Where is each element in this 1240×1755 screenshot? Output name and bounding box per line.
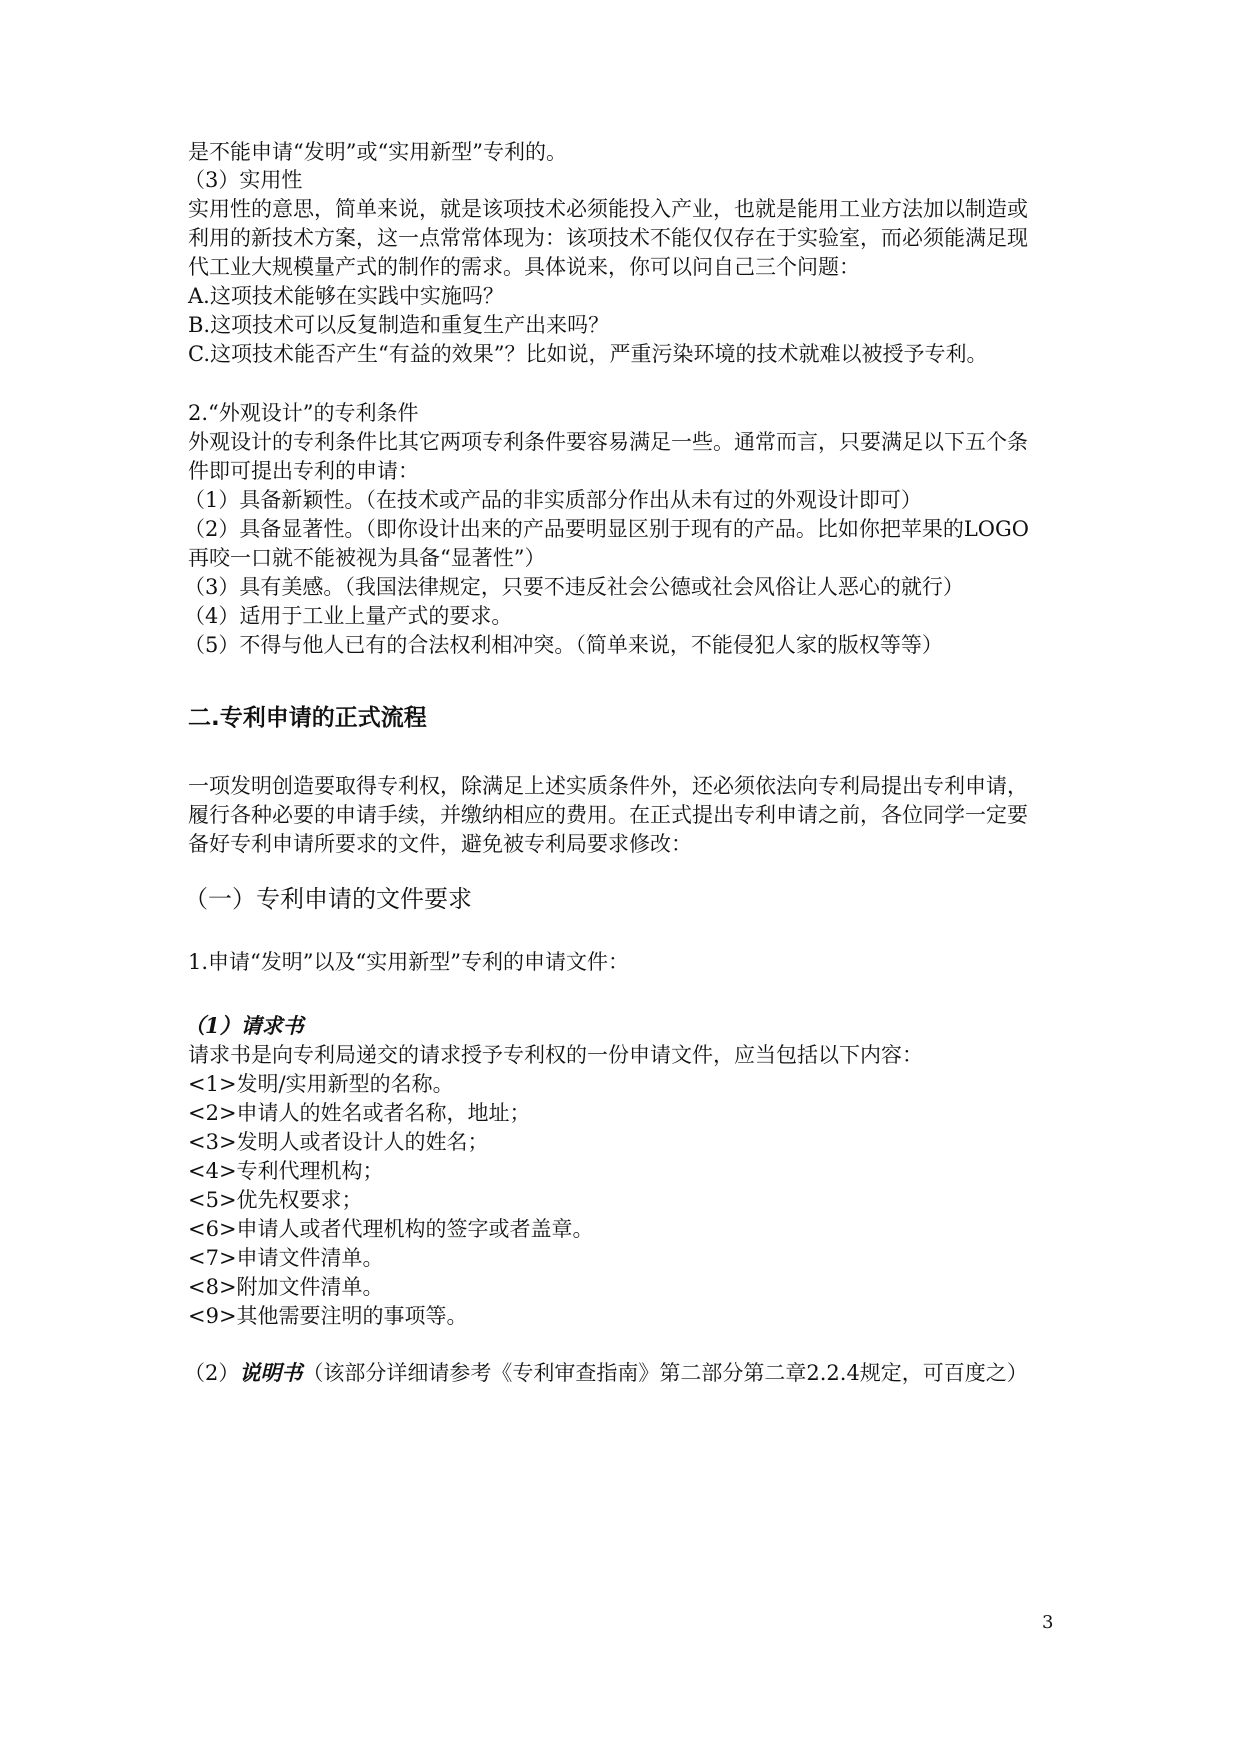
text-line: B.这项技术可以反复制造和重复生产出来吗？ (188, 313, 610, 337)
text-line: （1）具备新颖性。（在技术或产品的非实质部分作出从未有过的外观设计即可） (184, 488, 922, 512)
text-line: 外观设计的专利条件比其它两项专利条件要容易满足一些。通常而言，只要满足以下五个条 (188, 430, 1028, 454)
subheading: （一）专利申请的文件要求 (184, 885, 472, 913)
spec-prefix: （2） (184, 1361, 240, 1385)
list-item: <8>附加文件清单。 (188, 1275, 384, 1299)
request-intro: 请求书是向专利局递交的请求授予专利权的一份申请文件，应当包括以下内容： (188, 1043, 923, 1067)
list-item: <2>申请人的姓名或者名称，地址； (188, 1101, 531, 1125)
list-item: <3>发明人或者设计人的姓名； (188, 1130, 489, 1154)
spec-note: （该部分详细请参考《专利审查指南》第二部分第二章2.2.4规定，可百度之） (302, 1361, 1028, 1385)
text-line: 一项发明创造要取得专利权，除满足上述实质条件外，还必须依法向专利局提出专利申请， (188, 774, 1028, 798)
item-heading: 1.申请“发明”以及“实用新型”专利的申请文件： (188, 950, 629, 974)
list-item: <9>其他需要注明的事项等。 (188, 1304, 468, 1328)
list-item: <6>申请人或者代理机构的签字或者盖章。 (188, 1217, 594, 1241)
text-line: （2）具备显著性。（即你设计出来的产品要明显区别于现有的产品。比如你把苹果的LOGO (184, 517, 1030, 541)
text-line: 履行各种必要的申请手续，并缴纳相应的费用。在正式提出专利申请之前，各位同学一定要 (188, 803, 1028, 827)
text-line: （3）具有美感。（我国法律规定，只要不违反社会公德或社会风俗让人恶心的就行） (184, 575, 964, 599)
page-number: 3 (1042, 1612, 1054, 1633)
text-line: （5）不得与他人已有的合法权利相冲突。（简单来说，不能侵犯人家的版权等等） (184, 633, 943, 657)
text-line: A.这项技术能够在实践中实施吗？ (188, 284, 504, 308)
text-line: C.这项技术能否产生“有益的效果”？比如说，严重污染环境的技术就难以被授予专利。 (188, 342, 988, 366)
section-heading: 二.专利申请的正式流程 (188, 705, 427, 731)
request-title: （1）请求书 (184, 1013, 304, 1038)
text-line: 2.“外观设计”的专利条件 (188, 401, 419, 425)
list-item: <7>申请文件清单。 (188, 1246, 384, 1270)
text-line: 实用性的意思，简单来说，就是该项技术必须能投入产业，也就是能用工业方法加以制造或 (188, 197, 1028, 221)
list-item: <4>专利代理机构； (188, 1159, 384, 1183)
list-item: <1>发明/实用新型的名称。 (188, 1072, 454, 1096)
text-line: 件即可提出专利的申请： (188, 459, 419, 483)
spec-line (184, 1358, 1028, 1388)
spec-title: 说明书 (239, 1360, 303, 1385)
text-line: 备好专利申请所要求的文件，避免被专利局要求修改： (188, 832, 692, 856)
text-line: 利用的新技术方案，这一点常常体现为：该项技术不能仅仅存在于实验室，而必须能满足现 (188, 226, 1028, 250)
text-line: 代工业大规模量产式的制作的需求。具体说来，你可以问自己三个问题： (188, 255, 860, 279)
text-line: 是不能申请“发明”或“实用新型”专利的。 (188, 140, 567, 164)
text-line: （3）实用性 (184, 168, 303, 192)
list-item: <5>优先权要求； (188, 1188, 363, 1212)
text-line: （4）适用于工业上量产式的要求。 (184, 604, 513, 628)
text-line: 再咬一口就不能被视为具备“显著性”） (188, 546, 546, 570)
